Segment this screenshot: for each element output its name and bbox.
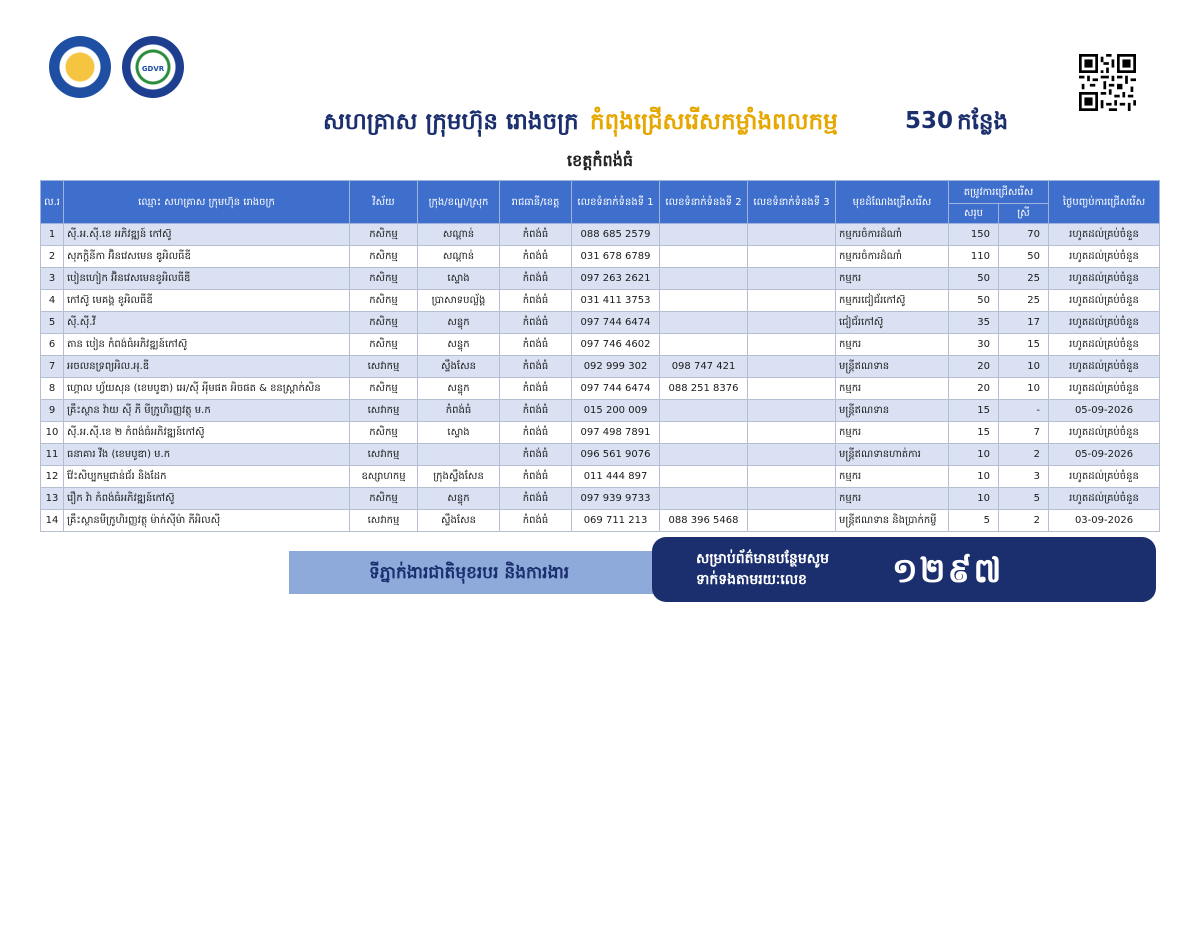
cell-phone1: 088 685 2579 xyxy=(572,224,660,246)
table-row xyxy=(41,422,1160,444)
cell-phone3 xyxy=(748,466,836,488)
cell-phone1: 015 200 009 xyxy=(572,400,660,422)
cell-phone3 xyxy=(748,224,836,246)
cell-phone1: 031 678 6789 xyxy=(572,246,660,268)
cell-position: កម្មករ xyxy=(836,334,949,356)
table-row xyxy=(41,224,1160,246)
cell-company: គ្រឹះស្ថានមីក្រូហិរញ្ញវត្ថុ ម៉ាក់ស៊ីម៉ា ភីអិលស៊ី xyxy=(64,510,350,532)
cell-deadline: រហូតដល់គ្រប់ចំនួន xyxy=(1049,290,1160,312)
cell-female: 70 xyxy=(999,224,1049,246)
cell-phone2 xyxy=(660,246,748,268)
cell-no: 9 xyxy=(41,400,64,422)
cell-deadline: 03-09-2026 xyxy=(1049,510,1160,532)
cell-district: សណ្ដាន់ xyxy=(418,224,500,246)
header-deadline: ថ្ងៃបញ្ចប់ការជ្រើសរើស xyxy=(1049,181,1160,224)
cell-phone2 xyxy=(660,444,748,466)
cell-phone1: 097 498 7891 xyxy=(572,422,660,444)
cell-total: 50 xyxy=(949,290,999,312)
agency-name: ទីភ្នាក់ងារជាតិមុខរបរ និងការងារ xyxy=(369,563,570,583)
cell-district: សន្ទុក xyxy=(418,312,500,334)
cell-female: 15 xyxy=(999,334,1049,356)
cell-phone3 xyxy=(748,510,836,532)
cell-phone1: 097 744 6474 xyxy=(572,378,660,400)
cell-sector: កសិកម្ម xyxy=(350,488,418,510)
header-female: ស្រី xyxy=(999,204,1049,224)
hotline-banner xyxy=(652,537,1156,602)
cell-company: បៀនហៀក អ៊ិនវេសមេនខូអិលធីឌី xyxy=(64,268,350,290)
cell-phone2 xyxy=(660,224,748,246)
agency-banner xyxy=(289,551,681,594)
cell-deadline: រហូតដល់គ្រប់ចំនួន xyxy=(1049,246,1160,268)
cell-district xyxy=(418,444,500,466)
cell-no: 8 xyxy=(41,378,64,400)
cell-district: ក្រុងស្ទឹងសែន xyxy=(418,466,500,488)
cell-province: កំពង់ធំ xyxy=(500,422,572,444)
cell-deadline: រហូតដល់គ្រប់ចំនួន xyxy=(1049,466,1160,488)
table-row xyxy=(41,312,1160,334)
cell-female: 3 xyxy=(999,466,1049,488)
cell-phone1: 092 999 302 xyxy=(572,356,660,378)
table-row xyxy=(41,334,1160,356)
cell-phone2 xyxy=(660,334,748,356)
cell-total: 5 xyxy=(949,510,999,532)
cell-phone1: 097 744 6474 xyxy=(572,312,660,334)
cell-province: កំពង់ធំ xyxy=(500,312,572,334)
cell-deadline: រហូតដល់គ្រប់ចំនួន xyxy=(1049,312,1160,334)
header-phone1: លេខទំនាក់ទំនងទី 1 xyxy=(572,181,660,224)
cell-phone1: 097 263 2621 xyxy=(572,268,660,290)
cell-phone2 xyxy=(660,422,748,444)
cell-phone3 xyxy=(748,268,836,290)
cell-sector: ឧស្សាហកម្ម xyxy=(350,466,418,488)
cell-total: 15 xyxy=(949,400,999,422)
cell-phone1: 097 746 4602 xyxy=(572,334,660,356)
gear-seal-icon xyxy=(122,36,184,98)
header-position: មុខដំណែងជ្រើសរើស xyxy=(836,181,949,224)
cell-province: កំពង់ធំ xyxy=(500,334,572,356)
cell-phone2: 088 251 8376 xyxy=(660,378,748,400)
cell-position: ជៀជ័រកៅស៊ូ xyxy=(836,312,949,334)
cell-province: កំពង់ធំ xyxy=(500,510,572,532)
cell-phone3 xyxy=(748,488,836,510)
cell-company: រឿក វ៉ា កំពង់ធំអភិវឌ្ឍន៍កៅស៊ូ xyxy=(64,488,350,510)
cell-female: 5 xyxy=(999,488,1049,510)
contact-line-2: ទាក់ទងតាមរយៈលេខ xyxy=(696,572,807,588)
cell-total: 50 xyxy=(949,268,999,290)
title-left: សហគ្រាស ក្រុមហ៊ុន រោងចក្រ xyxy=(323,109,579,135)
title-unit: កន្លែង xyxy=(957,109,1009,135)
cell-no: 10 xyxy=(41,422,64,444)
cell-province: កំពង់ធំ xyxy=(500,444,572,466)
cell-position: មន្ត្រីឥណទាន xyxy=(836,400,949,422)
cell-position: មន្ត្រីឥណទាន xyxy=(836,356,949,378)
cell-deadline: រហូតដល់គ្រប់ចំនួន xyxy=(1049,334,1160,356)
header-need: តម្រូវការជ្រើសរើស xyxy=(949,181,1049,204)
cell-sector: កសិកម្ម xyxy=(350,268,418,290)
cell-position: កម្មករ xyxy=(836,466,949,488)
province-subtitle: ខេត្តកំពង់ធំ xyxy=(566,151,633,170)
cell-deadline: រហូតដល់គ្រប់ចំនួន xyxy=(1049,224,1160,246)
cell-sector: កសិកម្ម xyxy=(350,290,418,312)
table-row xyxy=(41,378,1160,400)
header-phone2: លេខទំនាក់ទំនងទី 2 xyxy=(660,181,748,224)
cell-phone2 xyxy=(660,268,748,290)
table-row xyxy=(41,356,1160,378)
cell-total: 110 xyxy=(949,246,999,268)
cell-district: ប្រាសាទបល្ល័ង្គ xyxy=(418,290,500,312)
cell-sector: សេវាកម្ម xyxy=(350,510,418,532)
cell-sector: កសិកម្ម xyxy=(350,422,418,444)
cell-company: ធនាគារ វីង (ខេមបូឌា) ម.ក xyxy=(64,444,350,466)
cell-company: សុភក្តិនីកា អ៊ិនវេសមេន ឌូអិលធីឌី xyxy=(64,246,350,268)
cell-total: 20 xyxy=(949,378,999,400)
cell-no: 4 xyxy=(41,290,64,312)
cell-phone3 xyxy=(748,356,836,378)
cell-province: កំពង់ធំ xyxy=(500,224,572,246)
cell-female: 10 xyxy=(999,378,1049,400)
cell-phone1: 069 711 213 xyxy=(572,510,660,532)
cell-district: ស្ទឹងសែន xyxy=(418,510,500,532)
cell-company: ស៊ី.អ.ស៊ី.ខេ ២ កំពង់ធំអភិវឌ្ឍន៍កៅស៊ូ xyxy=(64,422,350,444)
cell-province: កំពង់ធំ xyxy=(500,290,572,312)
hotline-number: ១២៩៧ xyxy=(892,551,1004,591)
cell-no: 7 xyxy=(41,356,64,378)
cell-total: 15 xyxy=(949,422,999,444)
header-company: ឈ្មោះ សហគ្រាស ក្រុមហ៊ុន រោងចក្រ xyxy=(64,181,350,224)
cell-province: កំពង់ធំ xyxy=(500,466,572,488)
cell-district: សន្ទុក xyxy=(418,334,500,356)
cell-province: កំពង់ធំ xyxy=(500,378,572,400)
cell-province: កំពង់ធំ xyxy=(500,246,572,268)
cell-company: អចលនទ្រព្យអិល.អុ.ឌី xyxy=(64,356,350,378)
cell-position: មន្ត្រីឥណទាន និងប្រាក់កម្ចី xyxy=(836,510,949,532)
cell-district: សណ្ដាន់ xyxy=(418,246,500,268)
ministry-seal-icon xyxy=(49,36,111,98)
cell-deadline: រហូតដល់គ្រប់ចំនួន xyxy=(1049,356,1160,378)
table-row xyxy=(41,510,1160,532)
cell-position: កម្មករចំការដំណាំ xyxy=(836,224,949,246)
cell-deadline: រហូតដល់គ្រប់ចំនួន xyxy=(1049,488,1160,510)
page-title xyxy=(0,108,1200,140)
cell-female: 10 xyxy=(999,356,1049,378)
cell-position: កម្មករ xyxy=(836,268,949,290)
cell-company: វ៉ែះសិប្បកម្មជាន់ជ័រ និងដែក xyxy=(64,466,350,488)
cell-sector: កសិកម្ម xyxy=(350,378,418,400)
cell-no: 3 xyxy=(41,268,64,290)
header-province: រាជធានី/ខេត្ត xyxy=(500,181,572,224)
contact-line-1: សម្រាប់ព័ត៌មានបន្ថែមសូម xyxy=(696,551,830,567)
cell-company: តាន បៀន កំពង់ធំអភិវឌ្ឍន៍កៅស៊ូ xyxy=(64,334,350,356)
cell-deadline: រហូតដល់គ្រប់ចំនួន xyxy=(1049,378,1160,400)
cell-female: 50 xyxy=(999,246,1049,268)
cell-total: 10 xyxy=(949,466,999,488)
cell-female: 2 xyxy=(999,444,1049,466)
header-phone3: លេខទំនាក់ទំនងទី 3 xyxy=(748,181,836,224)
cell-no: 2 xyxy=(41,246,64,268)
cell-province: កំពង់ធំ xyxy=(500,488,572,510)
cell-phone2: 098 747 421 xyxy=(660,356,748,378)
cell-female: 17 xyxy=(999,312,1049,334)
cell-position: កម្មករចំការដំណាំ xyxy=(836,246,949,268)
cell-position: កម្មករ xyxy=(836,378,949,400)
cell-total: 30 xyxy=(949,334,999,356)
cell-province: កំពង់ធំ xyxy=(500,400,572,422)
cell-no: 5 xyxy=(41,312,64,334)
cell-company: ហ្គោល ហ្វ័យសុន (ខេមបូឌា) អេ/ស៊ី អុីមផត អិចផត & ខនស្ត្រាក់សិន xyxy=(64,378,350,400)
cell-no: 6 xyxy=(41,334,64,356)
cell-district: ស្ទោង xyxy=(418,268,500,290)
cell-position: កម្មករ xyxy=(836,488,949,510)
header-total: សរុប xyxy=(949,204,999,224)
cell-phone1: 031 411 3753 xyxy=(572,290,660,312)
cell-company: គ្រឹះស្ថាន វ៉ាយ ស៊ី ភី មីក្រូហិរញ្ញវត្ថុ ម.ក xyxy=(64,400,350,422)
cell-company: កៅស៊ូ មេគង្គ ខូអិលធីឌី xyxy=(64,290,350,312)
cell-female: 25 xyxy=(999,268,1049,290)
cell-no: 14 xyxy=(41,510,64,532)
cell-sector: កសិកម្ម xyxy=(350,312,418,334)
cell-district: កំពង់ធំ xyxy=(418,400,500,422)
table-row xyxy=(41,290,1160,312)
cell-phone2 xyxy=(660,290,748,312)
cell-phone2 xyxy=(660,466,748,488)
cell-position: កម្មករ xyxy=(836,422,949,444)
logo-text: GDVR xyxy=(141,65,165,73)
cell-female: - xyxy=(999,400,1049,422)
cell-phone3 xyxy=(748,312,836,334)
cell-company: ស៊ី.អ.ស៊ី.ខេ អភិវឌ្ឍន៍ កៅស៊ូ xyxy=(64,224,350,246)
cell-deadline: រហូតដល់គ្រប់ចំនួន xyxy=(1049,422,1160,444)
cell-phone2 xyxy=(660,312,748,334)
cell-sector: សេវាកម្ម xyxy=(350,444,418,466)
cell-phone3 xyxy=(748,334,836,356)
cell-no: 11 xyxy=(41,444,64,466)
cell-phone3 xyxy=(748,246,836,268)
cell-phone3 xyxy=(748,422,836,444)
cell-female: 2 xyxy=(999,510,1049,532)
header-no: ល.រ xyxy=(41,181,64,224)
cell-no: 1 xyxy=(41,224,64,246)
cell-deadline: 05-09-2026 xyxy=(1049,400,1160,422)
cell-position: កម្មករជៀជ័រកៅស៊ូ xyxy=(836,290,949,312)
cell-phone2 xyxy=(660,400,748,422)
cell-phone1: 096 561 9076 xyxy=(572,444,660,466)
cell-province: កំពង់ធំ xyxy=(500,356,572,378)
cell-total: 10 xyxy=(949,444,999,466)
cell-sector: កសិកម្ម xyxy=(350,246,418,268)
cell-phone2 xyxy=(660,488,748,510)
cell-phone3 xyxy=(748,444,836,466)
cell-total: 35 xyxy=(949,312,999,334)
cell-phone3 xyxy=(748,290,836,312)
cell-district: ស្ទឹងសែន xyxy=(418,356,500,378)
cell-female: 7 xyxy=(999,422,1049,444)
qr-code-icon xyxy=(1079,54,1136,111)
cell-province: កំពង់ធំ xyxy=(500,268,572,290)
job-vacancy-table xyxy=(40,180,1160,532)
cell-company: ស៊ី.ស៊ី.វី xyxy=(64,312,350,334)
cell-phone3 xyxy=(748,378,836,400)
cell-female: 25 xyxy=(999,290,1049,312)
table-row xyxy=(41,444,1160,466)
cell-phone2: 088 396 5468 xyxy=(660,510,748,532)
cell-no: 13 xyxy=(41,488,64,510)
cell-district: ស្ទោង xyxy=(418,422,500,444)
cell-deadline: រហូតដល់គ្រប់ចំនួន xyxy=(1049,268,1160,290)
cell-sector: កសិកម្ម xyxy=(350,334,418,356)
cell-total: 10 xyxy=(949,488,999,510)
cell-phone1: 097 939 9733 xyxy=(572,488,660,510)
table-row xyxy=(41,268,1160,290)
cell-phone1: 011 444 897 xyxy=(572,466,660,488)
cell-total: 150 xyxy=(949,224,999,246)
cell-position: មន្ត្រីឥណទានហាត់ការ xyxy=(836,444,949,466)
cell-district: សន្ទុក xyxy=(418,488,500,510)
header-district: ក្រុង/ខណ្ឌ/ស្រុក xyxy=(418,181,500,224)
table-row xyxy=(41,488,1160,510)
cell-total: 20 xyxy=(949,356,999,378)
cell-sector: កសិកម្ម xyxy=(350,224,418,246)
header-sector: វិស័យ xyxy=(350,181,418,224)
table-row xyxy=(41,400,1160,422)
cell-sector: សេវាកម្ម xyxy=(350,356,418,378)
cell-no: 12 xyxy=(41,466,64,488)
table-row xyxy=(41,246,1160,268)
cell-deadline: 05-09-2026 xyxy=(1049,444,1160,466)
cell-sector: សេវាកម្ម xyxy=(350,400,418,422)
cell-phone3 xyxy=(748,400,836,422)
title-middle: កំពុងជ្រើសរើសកម្លាំងពលកម្ម xyxy=(590,109,838,135)
title-count: 530 xyxy=(905,108,954,134)
cell-district: សន្ទុក xyxy=(418,378,500,400)
table-row xyxy=(41,466,1160,488)
